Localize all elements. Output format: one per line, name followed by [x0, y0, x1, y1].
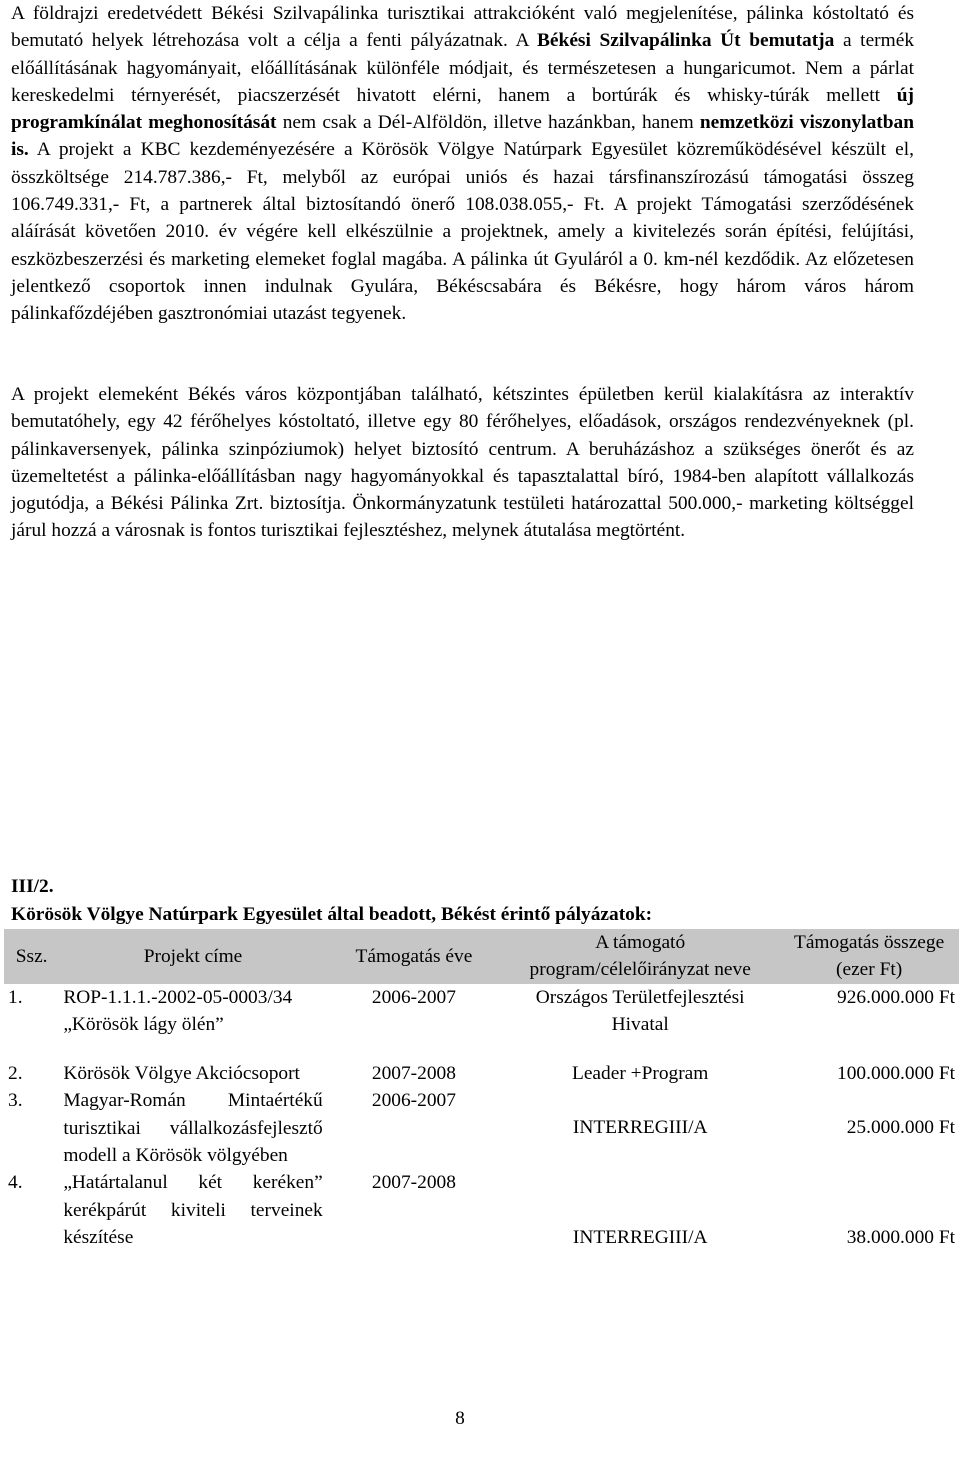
cell-year: 2006-2007 — [371, 1090, 456, 1112]
intro-text-2: a termék előállításának hagyományait, előállításának különféle módjait, és természetesen a hungaricumot. Nem a párlat kereskedelmi térnyerését, piacszerzését hivatott elérni, hanem a bortúrák és whisky-túrák mellett — [11, 30, 915, 106]
section-title: Körösök Völgye Natúrpark Egyesület által beadott, Békést érintő pályázatok: — [11, 904, 653, 925]
grants-table — [4, 929, 959, 1251]
intro-bold-2: új programkínálat meghonosítását — [11, 84, 914, 134]
table-row — [4, 984, 959, 1039]
intro-text-1: A földrajzi eredetvédett Békési Szilvapálinka turisztikai attrakcióként való megjelenítése, pálinka kóstoltató és bemutató helyek létrehozása volt a célja a fenti pályázatnak. A — [11, 3, 914, 52]
spacer-cell — [4, 1038, 959, 1060]
cell-ssz: 1. — [8, 986, 23, 1008]
header-project: Projekt címe — [59, 929, 326, 984]
cell-amount: 926.000.000 Ft — [837, 986, 955, 1008]
header-year: Támogatás éve — [327, 929, 501, 984]
table-row — [4, 1060, 959, 1087]
cell-amount: 38.000.000 Ft — [846, 1226, 955, 1248]
header-program: A támogató program/célelőirányzat neve — [501, 929, 779, 984]
cell-program: Leader +Program — [571, 1063, 709, 1085]
intro-bold-1: Békési Szilvapálinka Út bemutatja — [537, 30, 835, 52]
intro-bold-3: nemzetközi viszonylatban is. — [11, 112, 915, 161]
cell-ssz: 3. — [8, 1090, 23, 1112]
intro-paragraph — [11, 0, 914, 328]
cell-year: 2007-2008 — [371, 1172, 456, 1194]
intro-text-4: A projekt a KBC kezdeményezésére a Körösök Völgye Natúrpark Egyesület közreműködésével készült el, összköltsége 214.787.386,- Ft, melyből az európai uniós és hazai társfinanszírozású támogatási összeg 106.749.331,- Ft, a partnerek által biztosítandó önerő 108.038.055,- Ft. A projekt Támogatási szerződésének aláírását követően 2010. év végére kell elkészülnie a projektnek, amely a kivitelezés során építési, felújítási, eszközbeszerzési és marketing elemeket foglal magába. A pálinka út Gyuláról a 0. km-nél kezdődik. Az előzetesen jelentkező csoportok innen indulnak Gyulára, Békéscsabára és Békésre, hogy három város három pálinkafőzdéjében gasztronómiai utazást tegyenek. — [11, 139, 914, 325]
cell-project: „Határtalanul két keréken” kerékpárút kiviteli terveinek készítése — [63, 1172, 323, 1248]
cell-program: INTERREGIII/A — [572, 1226, 708, 1248]
cell-project: Magyar-Román Mintaértékű turisztikai vállalkozásfejlesztő modell a Körösök völgyében — [63, 1090, 323, 1167]
project-paragraph: A projekt elemeként Békés város központjában található, kétszintes épületben kerül kialakításra az interaktív bemutatóhely, egy 42 férőhelyes kóstoltató, illetve egy 80 férőhelyes, előadások, országos rendezvényeknek (pl. pálinkaversenyek, pálinka szinpóziumok) helyet biztosító centrum. A beruházáshoz a szükséges önerőt és az üzemeltetést a pálinka-előállításban nagy hagyományokkal és tapasztalattal bíró, 1984-ben alapított vállalkozás jogutódja, a Békési Pálinka Zrt. biztosítja. Önkormányzatunk testületi határozattal 500.000,- marketing költséggel járul hozzá a városnak is fontos turisztikai fejlesztéshez, melynek átutalása megtörtént. — [11, 384, 914, 542]
cell-year: 2006-2007 — [371, 986, 456, 1008]
cell-program: INTERREGIII/A — [572, 1117, 708, 1139]
cell-program: Országos Területfejlesztési Hivatal — [535, 986, 745, 1035]
cell-ssz: 4. — [8, 1172, 23, 1194]
cell-project: ROP-1.1.1.-2002-05-0003/34 „Körösök lágy ölén” — [63, 986, 293, 1035]
row-spacer — [4, 1038, 959, 1060]
table-row — [4, 1169, 959, 1251]
table-row — [4, 1087, 959, 1169]
section-number: III/2. — [11, 876, 54, 897]
table-header-row — [4, 929, 959, 984]
cell-amount: 25.000.000 Ft — [846, 1117, 955, 1139]
cell-project: Körösök Völgye Akciócsoport — [63, 1063, 300, 1085]
header-amount: Támogatás összege (ezer Ft) — [779, 929, 959, 984]
cell-amount: 100.000.000 Ft — [837, 1063, 955, 1085]
cell-ssz: 2. — [8, 1063, 23, 1085]
intro-text-3: nem csak a Dél-Alföldön, illetve hazánkban, hanem — [276, 112, 700, 134]
header-ssz: Ssz. — [4, 929, 59, 984]
cell-year: 2007-2008 — [371, 1063, 456, 1085]
page-number: 8 — [455, 1408, 465, 1429]
